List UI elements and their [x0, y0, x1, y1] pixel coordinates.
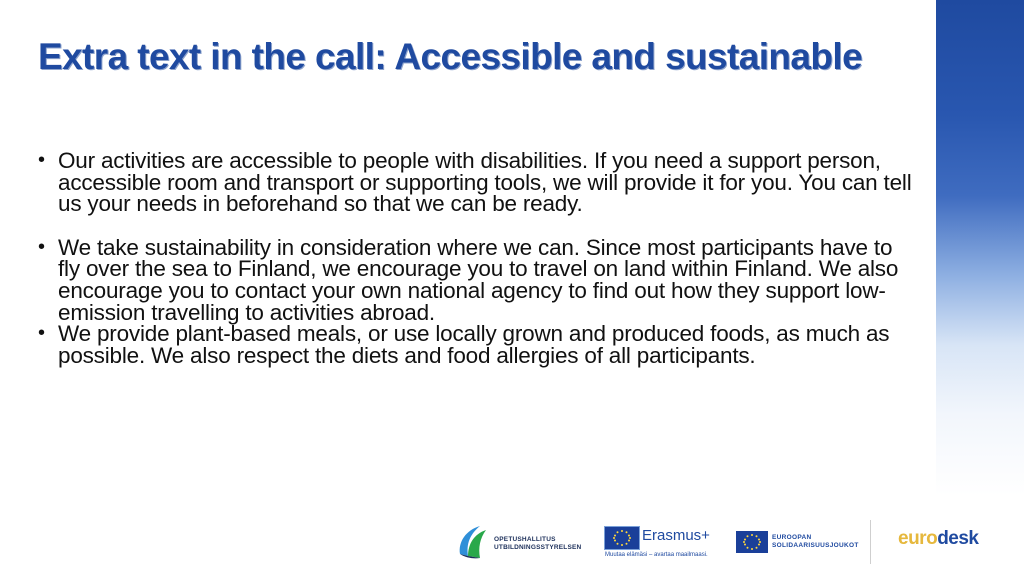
- solidarity-corps-text: [772, 534, 859, 550]
- bullet-item-meals: [38, 323, 918, 366]
- bullet-dot: •: [38, 235, 45, 258]
- opetushallitus-text: [494, 536, 581, 552]
- erasmus-tagline: Muutaa elämäsi – avartaa maailmaasi.: [605, 552, 708, 558]
- eurodesk-euro: euro: [898, 528, 938, 549]
- erasmus-logo: [604, 526, 714, 560]
- opetushallitus-logo: [456, 524, 582, 560]
- bullet-text: We provide plant-based meals, or use locally grown and produced foods, as much as possible. We also respect the diets and food allergies of all participants.: [58, 321, 890, 368]
- oph-line-2: UTBILDNINGSSTYRELSEN: [494, 544, 582, 551]
- logo-divider: [870, 520, 871, 564]
- bullet-dot: •: [38, 322, 45, 345]
- eurodesk-logo: [898, 528, 979, 550]
- bullet-text: We take sustainability in consideration where we can. Since most participants have to fly over the sea to Finland, we encourage you to travel on land within Finland. We also encourage you to contact your own national agency to find out how they support low-emission travelling to activities abroad.: [58, 234, 899, 325]
- bullet-list: [38, 150, 918, 366]
- solidarity-corps-logo: [736, 528, 866, 556]
- slide-title: Extra text in the call: Accessible and sustainable: [38, 36, 863, 77]
- logo-strip: [0, 520, 979, 568]
- esc-line-2: SOLIDAARISUUSJOUKOT: [772, 542, 859, 549]
- bullet-text: Our activities are accessible to people with disabilities. If you need a support person, accessible room and transport or supporting tools, we will provide it for you. You can tell us your needs in beforehand so that we can be ready.: [58, 148, 912, 217]
- opetushallitus-mark-icon: [456, 524, 490, 560]
- bullet-dot: •: [38, 149, 45, 171]
- eu-flag-icon: [604, 526, 640, 550]
- eurodesk-desk: desk: [937, 528, 979, 549]
- erasmus-name: Erasmus+: [642, 527, 710, 544]
- side-gradient-band: [936, 0, 1024, 576]
- bullet-item-sustainability: [38, 234, 918, 325]
- eu-flag-icon: [736, 531, 768, 553]
- oph-line-1: OPETUSHALLITUS: [494, 536, 556, 543]
- esc-line-1: EUROOPAN: [772, 534, 812, 541]
- bullet-item-accessibility: [38, 150, 918, 215]
